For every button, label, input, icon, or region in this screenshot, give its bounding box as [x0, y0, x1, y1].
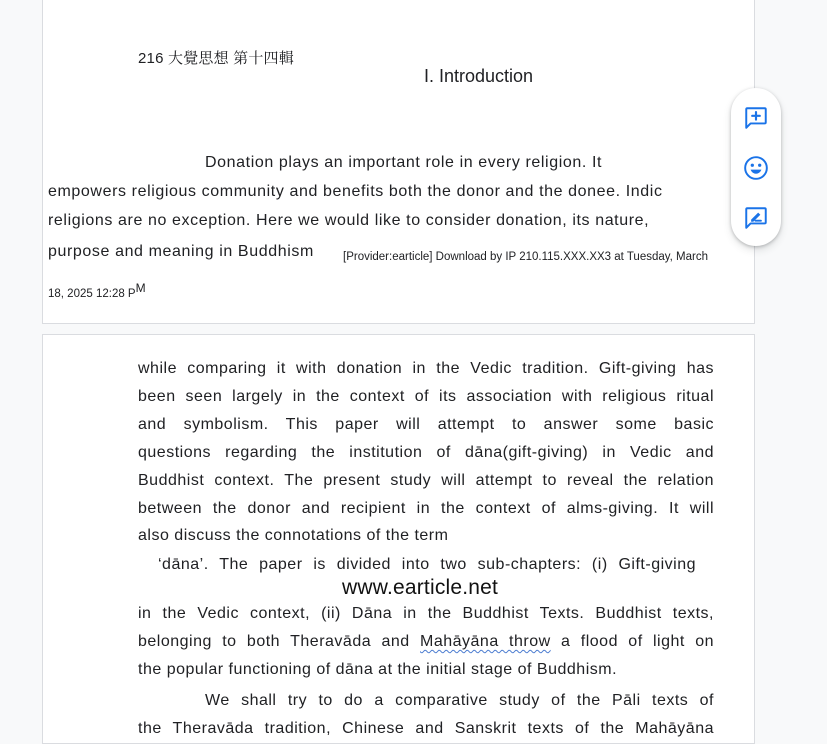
body-line: Buddhist context. The present study will attempt to reveal the relation [138, 472, 714, 489]
body-line: between the donor and recipient in the context of alms-giving. It will [138, 500, 714, 517]
body-line: We shall try to do a comparative study of the Pāli texts of [205, 692, 714, 709]
body-line: while comparing it with donation in the Vedic tradition. Gift-giving has [138, 360, 714, 377]
body-line: ‘dāna’. The paper is divided into two sub-chapters: (i) Gift-giving [158, 556, 696, 573]
body-line: been seen largely in the context of its association with religious ritual [138, 388, 714, 405]
provider-notice-cont [48, 281, 146, 300]
side-action-toolbar [731, 88, 781, 246]
add-comment-button[interactable] [742, 104, 770, 132]
paragraph-line: purpose and meaning in Buddhism [48, 243, 314, 260]
watermark: www.earticle.net [342, 576, 499, 599]
document-page-2 [42, 334, 755, 744]
body-line: in the Vedic context, (ii) Dāna in the Buddhist Texts. Buddhist texts, [138, 605, 714, 622]
body-line: and symbolism. This paper will attempt to answer some basic [138, 416, 714, 433]
add-reaction-button[interactable] [742, 154, 770, 182]
body-line: questions regarding the institution of dāna(gift-giving) in Vedic and [138, 444, 714, 461]
provider-notice: [Provider:earticle] Download by IP 210.115.XXX.XX3 at Tuesday, March [343, 251, 709, 263]
suggest-edit-icon [743, 205, 769, 231]
paragraph-line: Donation plays an important role in every religion. It [205, 154, 603, 171]
suggest-edits-button[interactable] [742, 204, 770, 232]
text-span: a flood of light on [550, 633, 714, 650]
document-page-1 [42, 0, 755, 324]
spellcheck-flagged-text[interactable]: Mahāyāna throw [420, 633, 551, 650]
body-line: the popular functioning of dāna at the initial stage of Buddhism. [138, 661, 618, 678]
body-line: the Theravāda tradition, Chinese and Sanskrit texts of the Mahāyāna [138, 720, 714, 737]
add-comment-icon [743, 105, 769, 131]
paragraph-line: religions are no exception. Here we would like to consider donation, its nature, [48, 212, 650, 229]
provider-sup: M [135, 281, 146, 295]
page-header: 216 大覺思想 第十四輯 [138, 50, 294, 67]
provider-date: 18, 2025 12:28 P [48, 287, 136, 300]
section-title: I. Introduction [424, 66, 534, 86]
paragraph-line: empowers religious community and benefits both the donor and the donee. Indic [48, 183, 663, 200]
emoji-icon [743, 155, 769, 181]
text-span: belonging to both Theravāda and [138, 633, 420, 650]
body-line: also discuss the connotations of the term [138, 527, 449, 544]
body-line [138, 633, 714, 651]
